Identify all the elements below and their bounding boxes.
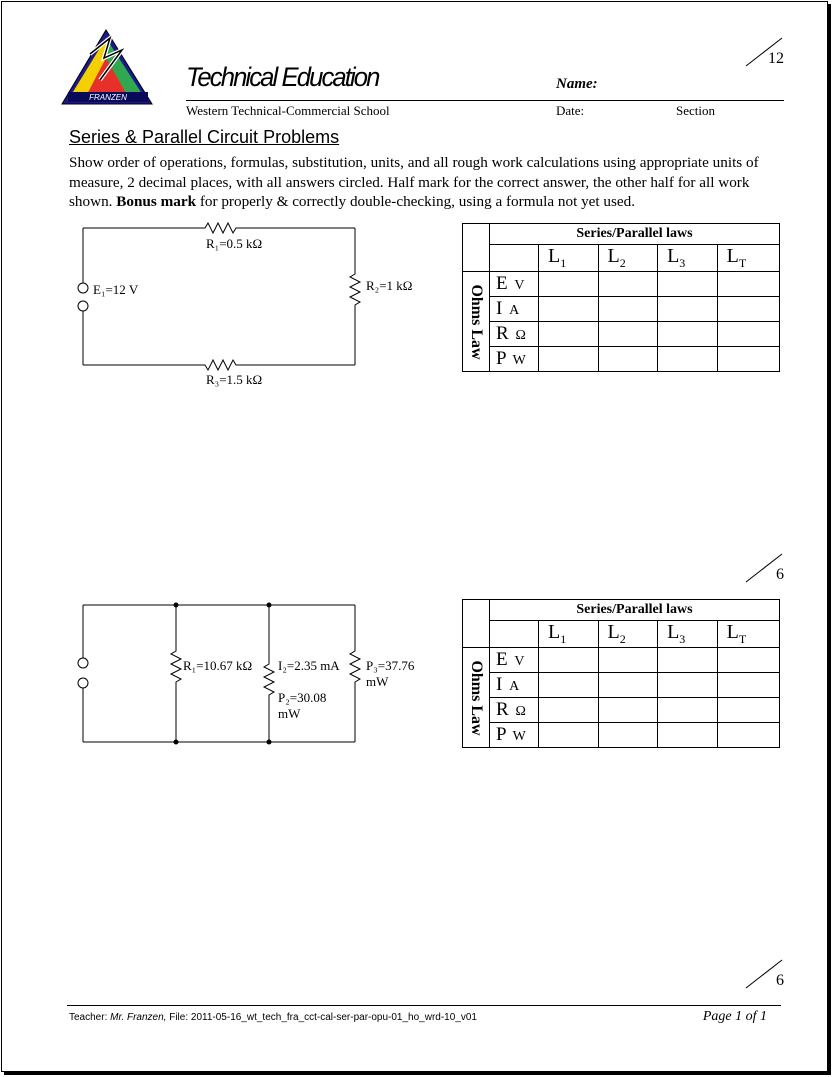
- column-header-l1: $L_1$: [539, 245, 599, 272]
- column-header-lt: $L_T$: [717, 621, 779, 648]
- answer-cell[interactable]: [717, 297, 779, 322]
- page-title: Series & Parallel Circuit Problems: [69, 127, 340, 147]
- answer-cell[interactable]: [717, 272, 779, 297]
- answer-cell[interactable]: [658, 723, 718, 748]
- answer-cell[interactable]: [598, 648, 658, 673]
- school-name: Western Technical-Commercial School: [186, 103, 390, 118]
- brand-title: Technical Education: [186, 62, 379, 92]
- answer-cell[interactable]: [658, 322, 718, 347]
- i2-label: I₂=2.35 mA: [278, 658, 340, 673]
- answer-cell[interactable]: [598, 272, 658, 297]
- section-field-label: Section: [676, 103, 715, 118]
- answer-cell[interactable]: [598, 297, 658, 322]
- name-field-label: Name:: [556, 76, 598, 92]
- row-label-p: P W: [490, 723, 539, 748]
- column-header-l2: $L_2$: [598, 621, 658, 648]
- score-value: 6: [776, 566, 784, 583]
- ohms-law-label: Ohms Law: [463, 648, 490, 748]
- score-mark-top: [740, 36, 788, 70]
- answer-cell[interactable]: [717, 347, 779, 372]
- p3-unit-label: mW: [366, 674, 389, 689]
- table-heading: Series/Parallel laws: [490, 600, 780, 621]
- r1-label: R₁=0.5 kΩ: [206, 236, 263, 251]
- answer-cell[interactable]: [598, 723, 658, 748]
- franzen-logo: [60, 28, 156, 108]
- answer-cell[interactable]: [539, 723, 599, 748]
- column-header-l3: $L_3$: [658, 621, 718, 648]
- column-header-l3: $L_3$: [658, 245, 718, 272]
- answer-cell[interactable]: [539, 698, 599, 723]
- answer-cell[interactable]: [658, 673, 718, 698]
- score-value: 6: [776, 972, 784, 989]
- law-table-1: [462, 223, 780, 372]
- score-mark-middle: [740, 552, 788, 586]
- column-header-l1: $L_1$: [539, 621, 599, 648]
- source-label: E₁=12 V: [93, 282, 139, 297]
- row-label-p: P W: [490, 347, 539, 372]
- table-heading: Series/Parallel laws: [490, 224, 780, 245]
- answer-cell[interactable]: [658, 297, 718, 322]
- row-label-e: E V: [490, 648, 539, 673]
- answer-cell[interactable]: [658, 272, 718, 297]
- r1-parallel-label: R₁=10.67 kΩ: [183, 658, 253, 673]
- answer-cell[interactable]: [717, 322, 779, 347]
- answer-cell[interactable]: [658, 698, 718, 723]
- r2-label: R₂=1 kΩ: [366, 278, 413, 293]
- answer-cell[interactable]: [539, 648, 599, 673]
- answer-cell[interactable]: [598, 698, 658, 723]
- ohms-law-label: Ohms Law: [463, 272, 490, 372]
- date-field-label: Date:: [556, 103, 585, 118]
- answer-cell[interactable]: [717, 673, 779, 698]
- answer-cell[interactable]: [598, 347, 658, 372]
- table-corner: [463, 224, 490, 272]
- svg-text:FRANZEN: FRANZEN: [89, 93, 127, 102]
- score-value: 12: [768, 50, 784, 67]
- answer-cell[interactable]: [539, 347, 599, 372]
- row-label-r: R Ω: [490, 322, 539, 347]
- answer-cell[interactable]: [598, 322, 658, 347]
- p2-label: P₂=30.08: [278, 690, 327, 705]
- answer-cell[interactable]: [658, 648, 718, 673]
- answer-cell[interactable]: [717, 723, 779, 748]
- p2-unit-label: mW: [278, 706, 301, 721]
- law-table-2: [462, 599, 780, 748]
- row-label-e: E V: [490, 272, 539, 297]
- score-mark-bottom: [740, 958, 788, 992]
- footer-rule: [67, 1005, 781, 1006]
- answer-cell[interactable]: [539, 322, 599, 347]
- instructions: Show order of operations, formulas, substitution, units, and all rough work calculations using appropriate units of measure, 2 decimal places, with all answers circled. Half mark for the correct answer, the other half for all work shown. Bonus mark for properly & correctly double-checking, using a formula not yet used.: [69, 154, 759, 210]
- row-label-i: I A: [490, 673, 539, 698]
- answer-cell[interactable]: [717, 648, 779, 673]
- table-blank-cell: [490, 621, 539, 648]
- footer-info: Teacher: Mr. Franzen, File: 2011-05-16_wt_tech_fra_cct-cal-ser-par-opu-01_ho_wrd-10_v01: [69, 1012, 477, 1023]
- row-label-r: R Ω: [490, 698, 539, 723]
- table-corner: [463, 600, 490, 648]
- answer-cell[interactable]: [539, 272, 599, 297]
- answer-cell[interactable]: [539, 673, 599, 698]
- table-blank-cell: [490, 245, 539, 272]
- column-header-lt: $L_T$: [717, 245, 779, 272]
- answer-cell[interactable]: [598, 673, 658, 698]
- header-rule: [186, 100, 784, 101]
- r3-label: R₃=1.5 kΩ: [206, 372, 263, 387]
- p3-label: P₃=37.76: [366, 658, 415, 673]
- column-header-l2: $L_2$: [598, 245, 658, 272]
- page-number: Page 1 of 1: [702, 1009, 767, 1024]
- answer-cell[interactable]: [539, 297, 599, 322]
- answer-cell[interactable]: [658, 347, 718, 372]
- answer-cell[interactable]: [717, 698, 779, 723]
- row-label-i: I A: [490, 297, 539, 322]
